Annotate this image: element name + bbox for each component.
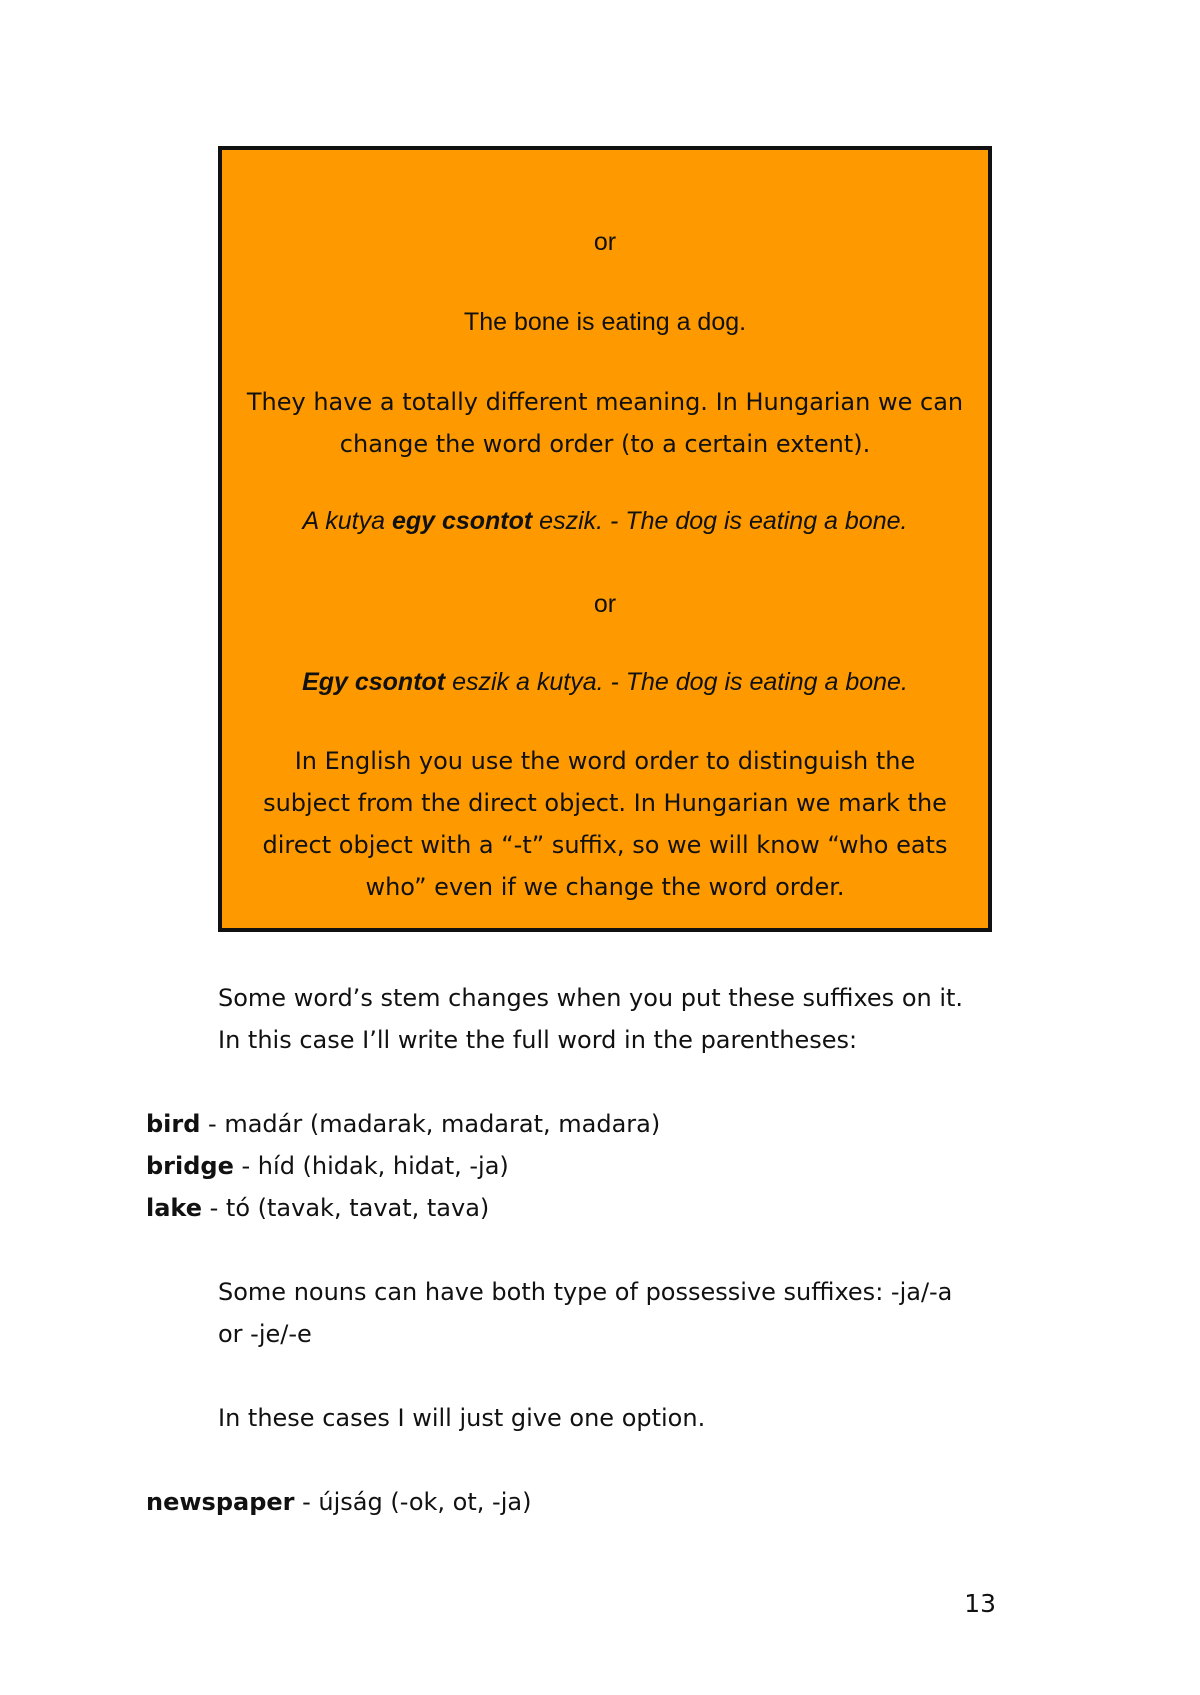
explanation-line: subject from the direct object. In Hungarian we mark the: [263, 789, 947, 817]
vocab-entry: [146, 1145, 509, 1187]
explanation-line: In English you use the word order to distinguish the: [294, 747, 916, 775]
english-wrong-sentence: The bone is eating a dog.: [463, 308, 747, 336]
vocab-term: bird: [146, 1110, 201, 1138]
vocab-definition: - madár (madarak, madarat, madara): [200, 1110, 661, 1138]
vocab-term: newspaper: [146, 1488, 295, 1516]
possessive-note-line: or -je/-e: [218, 1320, 312, 1348]
option-note: In these cases I will just give one option.: [218, 1404, 706, 1432]
example-object-bold: egy csontot: [391, 507, 533, 535]
example-object-bold: Egy csontot: [302, 668, 446, 696]
vocab-term: lake: [146, 1194, 203, 1222]
explanation-line: direct object with a “-t” suffix, so we will know “who eats: [262, 831, 948, 859]
meaning-line: They have a totally different meaning. In Hungarian we can: [246, 388, 964, 416]
example-text: A kutya: [302, 507, 392, 535]
vocab-term: bridge: [146, 1152, 234, 1180]
vocab-definition: - híd (hidak, hidat, -ja): [233, 1152, 509, 1180]
possessive-note-line: Some nouns can have both type of possessive suffixes: -ja/-a: [218, 1278, 953, 1306]
stem-note-line: In this case I’ll write the full word in the parentheses:: [218, 1026, 858, 1054]
vocab-entry: [146, 1481, 531, 1523]
vocab-definition: - tó (tavak, tavat, tava): [202, 1194, 490, 1222]
explanation-line: who” even if we change the word order.: [365, 873, 845, 901]
or-text: or: [593, 228, 617, 256]
page-number: 13: [964, 1589, 996, 1618]
example-sentence-2: [222, 661, 988, 703]
example-sentence-1: [222, 500, 988, 542]
stem-note-line: Some word’s stem changes when you put these suffixes on it.: [218, 984, 964, 1012]
meaning-line: change the word order (to a certain extent).: [339, 430, 871, 458]
vocab-definition: - újság (-ok, ot, -ja): [294, 1488, 532, 1516]
or-text: or: [593, 590, 617, 618]
vocab-entry: [146, 1187, 489, 1229]
example-text: eszik a kutya. - The dog is eating a bone.: [445, 668, 908, 696]
example-text: eszik. - The dog is eating a bone.: [532, 507, 908, 535]
vocab-entry: [146, 1103, 660, 1145]
info-box: [218, 146, 992, 932]
